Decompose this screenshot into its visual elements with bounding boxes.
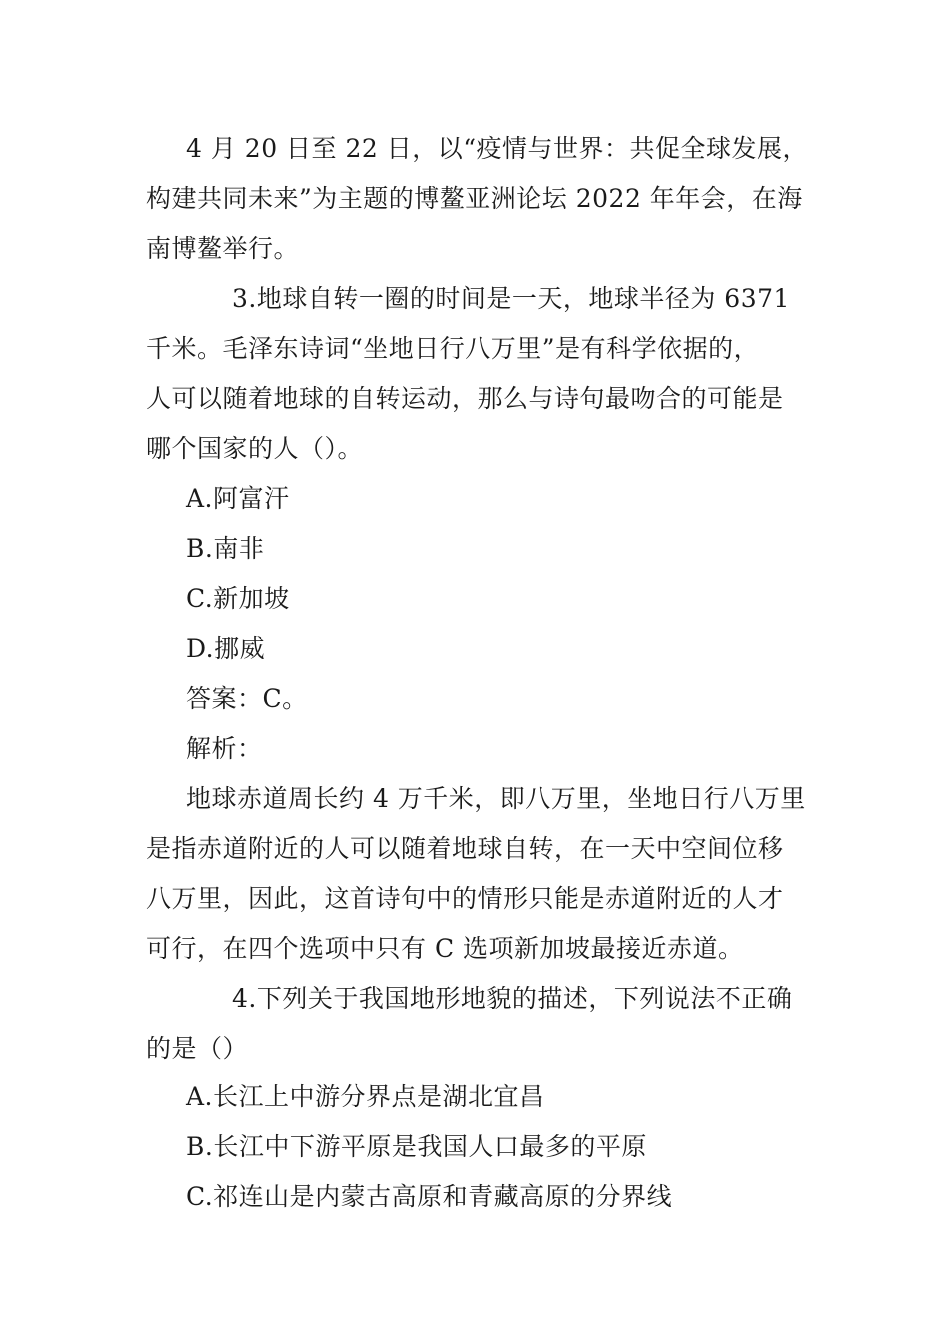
q3-analysis-label: 解析： xyxy=(186,734,263,763)
q3-option-d: D.挪威 xyxy=(186,634,266,663)
q4-stem-line-1: 4.下列关于我国地形地貌的描述，下列说法不正确 xyxy=(232,984,793,1013)
intro-line-1: 4 月 20 日至 22 日，以“疫情与世界：共促全球发展， xyxy=(186,134,809,163)
q3-option-b: B.南非 xyxy=(186,534,265,563)
intro-line-3: 南博鳌举行。 xyxy=(146,234,300,263)
q3-analysis-line-3: 八万里，因此，这首诗句中的情形只能是赤道附近的人才 xyxy=(146,884,784,913)
q3-analysis-line-4: 可行，在四个选项中只有 C 选项新加坡最接近赤道。 xyxy=(146,934,744,963)
q3-analysis-line-2: 是指赤道附近的人可以随着地球自转，在一天中空间位移 xyxy=(146,834,784,863)
q3-answer: 答案：C。 xyxy=(186,684,308,713)
q3-option-c: C.新加坡 xyxy=(186,584,290,613)
intro-line-2: 构建共同未来”为主题的博鳌亚洲论坛 2022 年年会，在海 xyxy=(146,184,803,213)
q4-option-c: C.祁连山是内蒙古高原和青藏高原的分界线 xyxy=(186,1182,673,1211)
q3-analysis-line-1: 地球赤道周长约 4 万千米，即八万里，坐地日行八万里 xyxy=(186,784,806,813)
q3-stem-line-3: 人可以随着地球的自转运动，那么与诗句最吻合的可能是 xyxy=(146,384,784,413)
q4-stem-line-2: 的是（） xyxy=(146,1034,249,1063)
q4-option-a: A.长江上中游分界点是湖北宜昌 xyxy=(186,1082,545,1111)
q3-stem-line-1: 3.地球自转一圈的时间是一天，地球半径为 6371 xyxy=(232,284,790,313)
q4-option-b: B.长江中下游平原是我国人口最多的平原 xyxy=(186,1132,647,1161)
q3-option-a: A.阿富汗 xyxy=(186,484,290,513)
q3-stem-line-2: 千米。毛泽东诗词“坐地日行八万里”是有科学依据的， xyxy=(146,334,760,363)
q3-stem-line-4: 哪个国家的人（）。 xyxy=(146,434,364,463)
